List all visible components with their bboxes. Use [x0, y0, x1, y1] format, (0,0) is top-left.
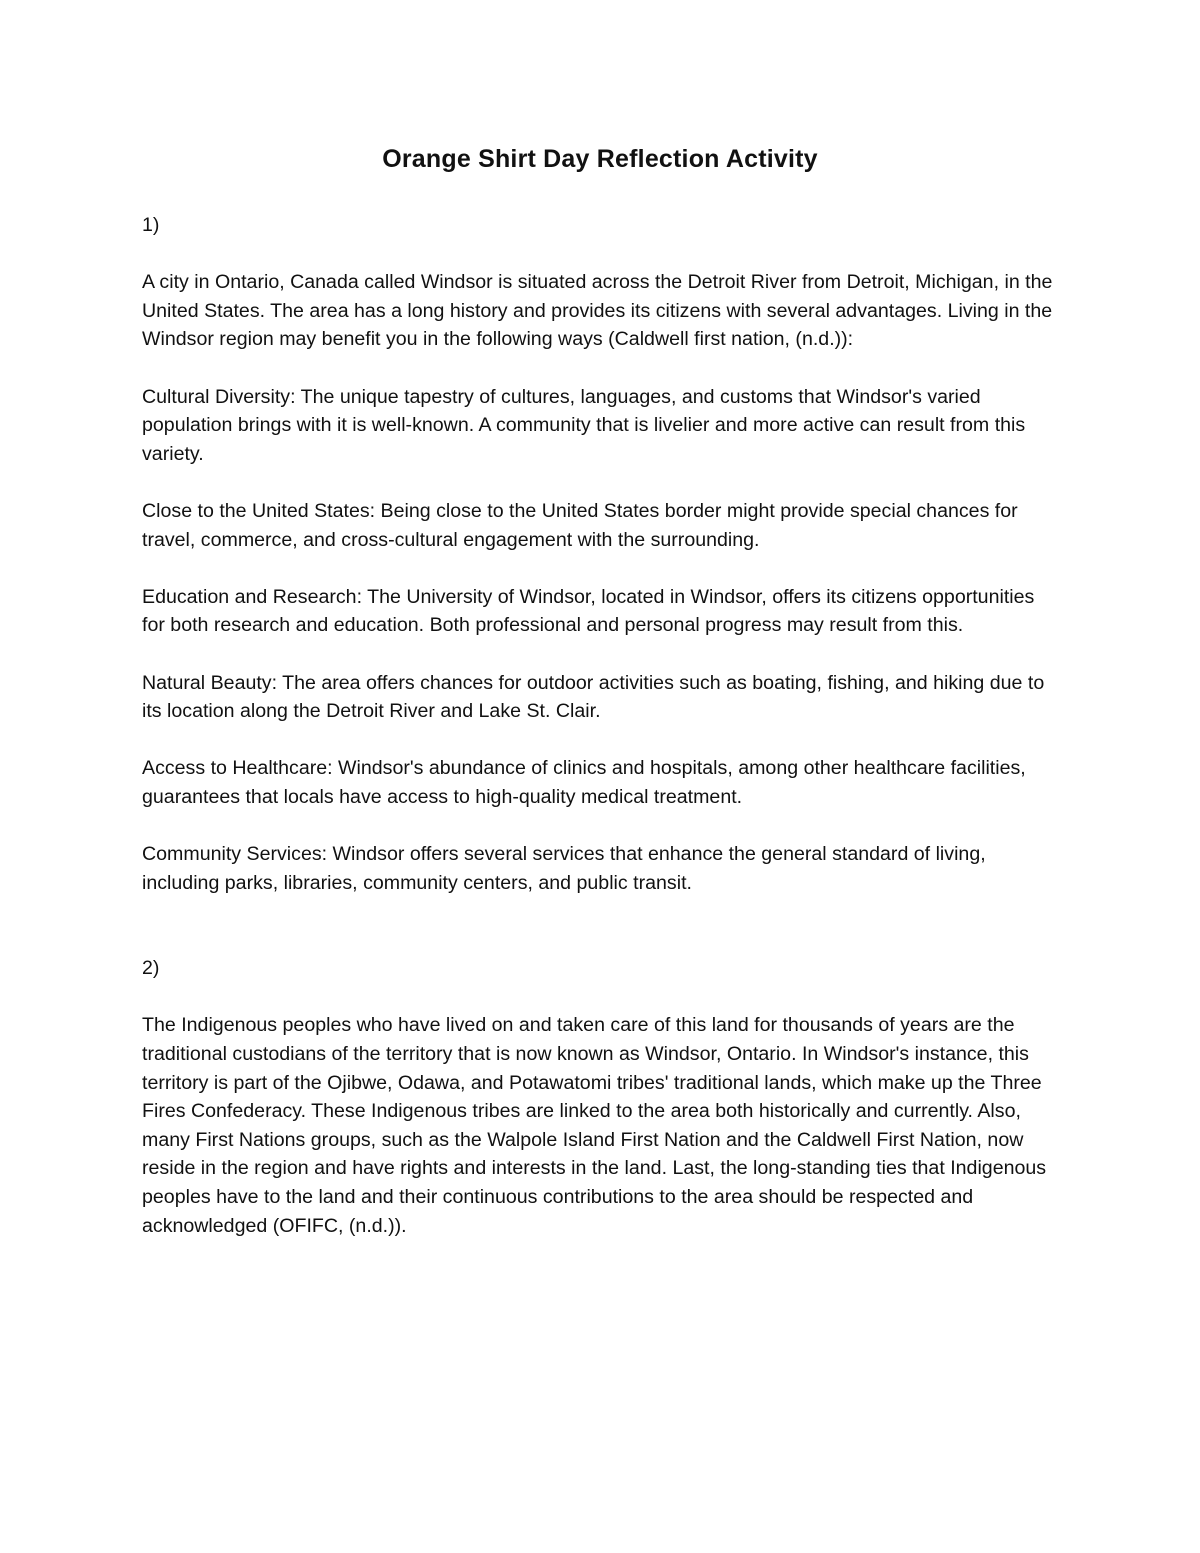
section-1-intro: A city in Ontario, Canada called Windsor is situated across the Detroit River from Detroit, Michigan, in the United States. The area has a long history and provides its citizens with several advantages. Living in the Windsor region may benefit you in the following ways (Caldwell first nation, (n.d.)): [142, 271, 1053, 351]
paragraph-access-healthcare: Access to Healthcare: Windsor's abundance of clinics and hospitals, among other healthcare facilities, guarantees that locals have access to high-quality medical treatment. [142, 757, 1026, 808]
paragraph-community-services: Community Services: Windsor offers several services that enhance the general standard of living, including parks, libraries, community centers, and public transit. [142, 843, 986, 894]
document-title: Orange Shirt Day Reflection Activity [382, 145, 818, 173]
section-1-number: 1) [142, 214, 160, 236]
paragraph-close-to-us: Close to the United States: Being close to the United States border might provide special chances for travel, commerce, and cross-cultural engagement with the surrounding. [142, 499, 1018, 551]
section-2-number: 2) [142, 957, 160, 980]
paragraph-natural-beauty: Natural Beauty: The area offers chances for outdoor activities such as boating, fishing, and hiking due to its location along the Detroit River and Lake St. Clair. [142, 671, 1045, 723]
paragraph-education-research: Education and Research: The University of Windsor, located in Windsor, offers its citizens opportunities for both research and education. Both professional and personal progress may result from this. [142, 585, 1035, 637]
section-2-body: The Indigenous peoples who have lived on and taken care of this land for thousands of years are the traditional custodians of the territory that is now known as Windsor, Ontario. In Windsor's instance, this territory is part of the Ojibwe, Odawa, and Potawatomi tribes' traditional lands, which make up the Three Fires Confederacy. These Indigenous tribes are linked to the area both historically and currently. Also, many First Nations groups, such as the Walpole Island First Nation and the Caldwell First Nation, now reside in the region and have rights and interests in the land. Last, the long-standing ties that Indigenous peoples have to the land and their continuous contributions to the area should be respected and acknowledged (OFIFC, (n.d.)). [142, 1014, 1047, 1237]
document-body [142, 211, 1062, 1240]
paragraph-cultural-diversity: Cultural Diversity: The unique tapestry of cultures, languages, and customs that Windsor's varied population brings with it is well-known. A community that is livelier and more active can result from this variety. [142, 385, 1026, 465]
